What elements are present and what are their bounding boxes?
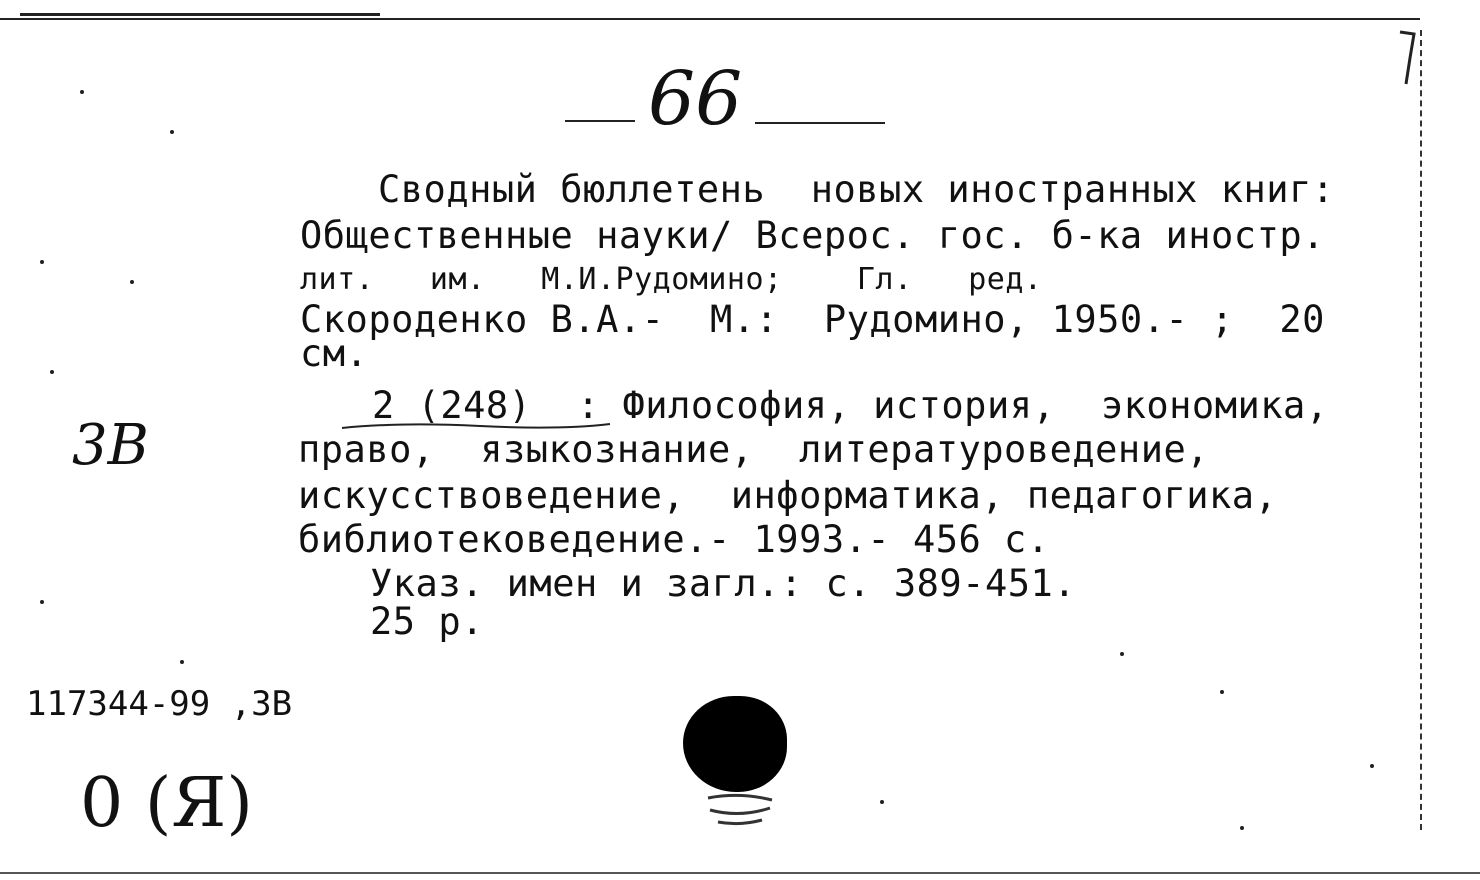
speck <box>1370 764 1374 768</box>
corner-scribble <box>1396 28 1418 88</box>
speck <box>1220 690 1224 694</box>
series-line-subjects-3: искусствоведение, информатика, педагогика, <box>298 474 1278 517</box>
page-number-dash-left <box>565 120 635 122</box>
series-line-subjects-2: право, языкознание, литературоведение, <box>298 428 1210 471</box>
punch-hole <box>683 696 787 792</box>
series-line-price: 25 р. <box>370 600 484 643</box>
speck <box>1120 652 1124 656</box>
speck <box>130 280 134 284</box>
speck <box>180 660 184 664</box>
series-line-index: Указ. имен и загл.: с. 389-451. <box>370 562 1077 605</box>
series-line-pages: библиотековедение.- 1993.- 456 с. <box>298 518 1050 561</box>
card-top-edge <box>0 18 1420 20</box>
accession-number: 117344-99 ,3В <box>26 684 293 724</box>
speck <box>40 600 44 604</box>
entry-line-title: Сводный бюллетень новых иностранных книг: <box>378 168 1335 211</box>
card-bottom-edge <box>0 872 1480 874</box>
handwritten-shelf-note: 3В <box>72 413 149 478</box>
series-line-subjects: 2 (248) : Философия, история, экономика, <box>372 384 1329 427</box>
entry-line-responsibility: лит. им. М.И.Рудомино; Гл. ред. <box>300 262 1043 297</box>
handwritten-location-note: 0 (Я) <box>80 764 253 843</box>
handwritten-page-number: 66 <box>648 56 743 142</box>
entry-line-subtitle: Общественные науки/ Всерос. гос. б-ка иностр. <box>300 214 1325 257</box>
entry-line-imprint: Скороденко В.А.- М.: Рудомино, 1950.- ; 20 <box>300 298 1325 341</box>
speck <box>80 90 84 94</box>
page-number-dash-right <box>755 122 885 124</box>
card-right-edge <box>1420 30 1422 830</box>
speck <box>50 370 54 374</box>
speck <box>40 260 44 264</box>
speck <box>170 130 174 134</box>
punch-hole-smudge <box>700 790 780 830</box>
speck <box>880 800 884 804</box>
card-top-edge-mark <box>20 13 380 16</box>
speck <box>1240 826 1244 830</box>
entry-line-size: см. <box>300 332 369 375</box>
